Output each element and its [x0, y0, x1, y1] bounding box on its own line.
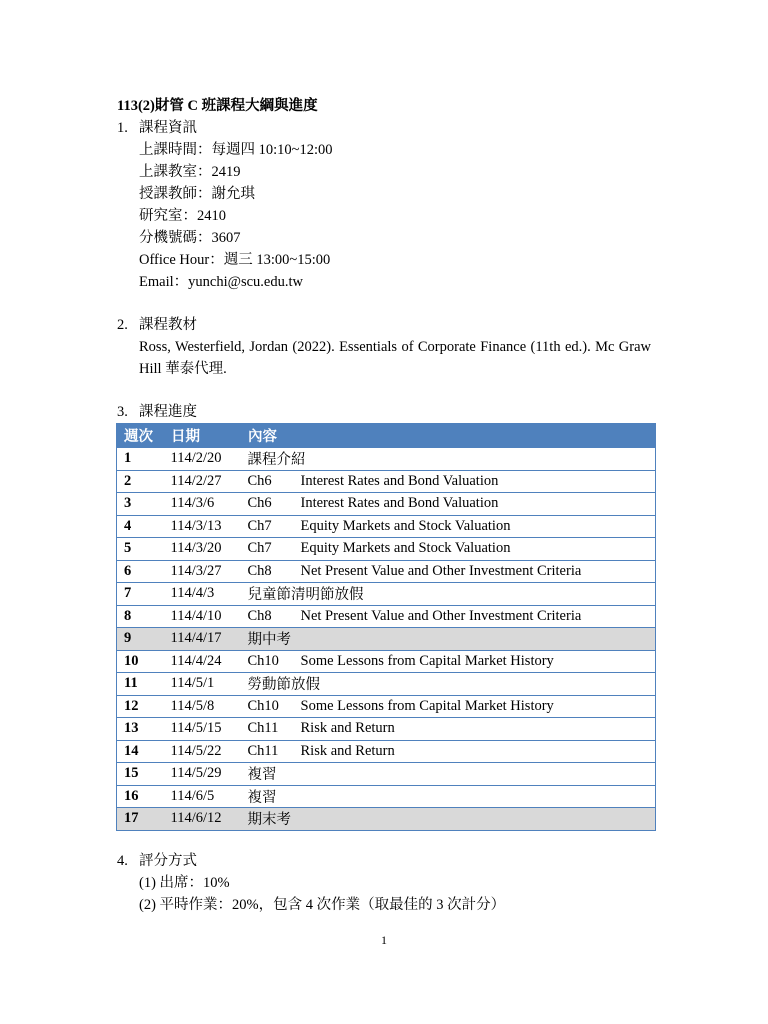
week-cell: 14	[117, 740, 164, 763]
info-extension: 分機號碼：3607	[139, 230, 241, 246]
date-cell: 114/6/5	[164, 785, 241, 808]
content-cell: 複習	[241, 763, 656, 786]
section-number: 2.	[117, 317, 128, 333]
week-cell: 16	[117, 785, 164, 808]
date-cell: 114/5/22	[164, 740, 241, 763]
topic-cell: Some Lessons from Capital Market History	[294, 695, 656, 718]
chapter-cell: Ch6	[241, 493, 294, 516]
chapter-cell: Ch6	[241, 470, 294, 493]
page-number: 1	[381, 933, 387, 947]
table-row	[117, 538, 656, 561]
info-instructor: 授課教師：謝允琪	[139, 186, 255, 202]
date-cell: 114/2/27	[164, 470, 241, 493]
topic-cell: Risk and Return	[294, 718, 656, 741]
week-cell: 11	[117, 673, 164, 696]
info-office: 研究室：2410	[139, 208, 226, 224]
week-cell: 8	[117, 605, 164, 628]
week-cell: 6	[117, 560, 164, 583]
content-cell: 期中考	[241, 628, 656, 651]
section-title: 課程教材	[139, 317, 197, 333]
week-cell: 10	[117, 650, 164, 673]
table-row	[117, 470, 656, 493]
table-header-row	[117, 424, 656, 448]
topic-cell: Net Present Value and Other Investment Criteria	[294, 560, 656, 583]
date-cell: 114/4/17	[164, 628, 241, 651]
section-title: 課程進度	[139, 404, 197, 420]
topic-cell: Equity Markets and Stock Valuation	[294, 538, 656, 561]
week-cell: 3	[117, 493, 164, 516]
table-row	[117, 493, 656, 516]
topic-cell: Interest Rates and Bond Valuation	[294, 493, 656, 516]
column-header-week: 週次	[117, 424, 164, 448]
topic-cell: Risk and Return	[294, 740, 656, 763]
date-cell: 114/4/3	[164, 583, 241, 606]
section-title: 課程資訊	[139, 120, 197, 136]
table-row	[117, 718, 656, 741]
week-cell: 7	[117, 583, 164, 606]
info-office-hour: Office Hour：週三 13:00~15:00	[139, 252, 331, 268]
topic-cell: Equity Markets and Stock Valuation	[294, 515, 656, 538]
topic-cell: Net Present Value and Other Investment Criteria	[294, 605, 656, 628]
chapter-cell: Ch7	[241, 538, 294, 561]
content-cell: 兒童節清明節放假	[241, 583, 656, 606]
week-cell: 4	[117, 515, 164, 538]
table-row	[117, 695, 656, 718]
chapter-cell: Ch11	[241, 718, 294, 741]
section-1-heading	[117, 118, 197, 138]
textbook-citation: Ross, Westerfield, Jordan (2022). Essentials of Corporate Finance (11th ed.). Mc Graw Hill 華泰代理.	[139, 339, 651, 377]
column-header-date: 日期	[164, 424, 241, 448]
table-row	[117, 785, 656, 808]
info-email: Email：yunchi@scu.edu.tw	[139, 274, 303, 290]
section-title: 評分方式	[139, 853, 197, 869]
schedule-table-body	[117, 448, 656, 831]
topic-cell: Interest Rates and Bond Valuation	[294, 470, 656, 493]
section-number: 3.	[117, 404, 128, 420]
table-row	[117, 583, 656, 606]
topic-cell: Some Lessons from Capital Market History	[294, 650, 656, 673]
week-cell: 13	[117, 718, 164, 741]
chapter-cell: Ch8	[241, 605, 294, 628]
week-cell: 17	[117, 808, 164, 831]
table-row	[117, 650, 656, 673]
date-cell: 114/5/1	[164, 673, 241, 696]
section-4-heading	[117, 851, 197, 871]
grading-item: (2) 平時作業：20%，包含 4 次作業（取最佳的 3 次計分）	[139, 897, 506, 913]
schedule-table	[116, 423, 656, 831]
date-cell: 114/5/15	[164, 718, 241, 741]
content-cell: 課程介紹	[241, 448, 656, 471]
date-cell: 114/3/6	[164, 493, 241, 516]
table-row	[117, 515, 656, 538]
week-cell: 15	[117, 763, 164, 786]
section-3-heading	[117, 402, 197, 422]
week-cell: 12	[117, 695, 164, 718]
week-cell: 1	[117, 448, 164, 471]
column-header-content: 內容	[241, 424, 656, 448]
table-row	[117, 560, 656, 583]
info-class-time: 上課時間：每週四 10:10~12:00	[139, 142, 333, 158]
content-cell: 期末考	[241, 808, 656, 831]
table-row	[117, 740, 656, 763]
table-row	[117, 673, 656, 696]
table-row	[117, 448, 656, 471]
week-cell: 2	[117, 470, 164, 493]
section-number: 4.	[117, 853, 128, 869]
section-2-heading	[117, 315, 197, 335]
date-cell: 114/5/8	[164, 695, 241, 718]
date-cell: 114/4/10	[164, 605, 241, 628]
grading-item: (1) 出席：10%	[139, 875, 230, 891]
table-row	[117, 605, 656, 628]
table-row	[117, 763, 656, 786]
info-classroom: 上課教室：2419	[139, 164, 241, 180]
week-cell: 5	[117, 538, 164, 561]
date-cell: 114/5/29	[164, 763, 241, 786]
content-cell: 複習	[241, 785, 656, 808]
chapter-cell: Ch11	[241, 740, 294, 763]
chapter-cell: Ch10	[241, 695, 294, 718]
date-cell: 114/3/20	[164, 538, 241, 561]
table-row	[117, 628, 656, 651]
chapter-cell: Ch10	[241, 650, 294, 673]
week-cell: 9	[117, 628, 164, 651]
date-cell: 114/4/24	[164, 650, 241, 673]
content-cell: 勞動節放假	[241, 673, 656, 696]
document-title: 113(2)財管 C 班課程大綱與進度	[117, 98, 318, 114]
date-cell: 114/6/12	[164, 808, 241, 831]
section-number: 1.	[117, 120, 128, 136]
table-row	[117, 808, 656, 831]
date-cell: 114/3/13	[164, 515, 241, 538]
date-cell: 114/3/27	[164, 560, 241, 583]
chapter-cell: Ch8	[241, 560, 294, 583]
chapter-cell: Ch7	[241, 515, 294, 538]
date-cell: 114/2/20	[164, 448, 241, 471]
